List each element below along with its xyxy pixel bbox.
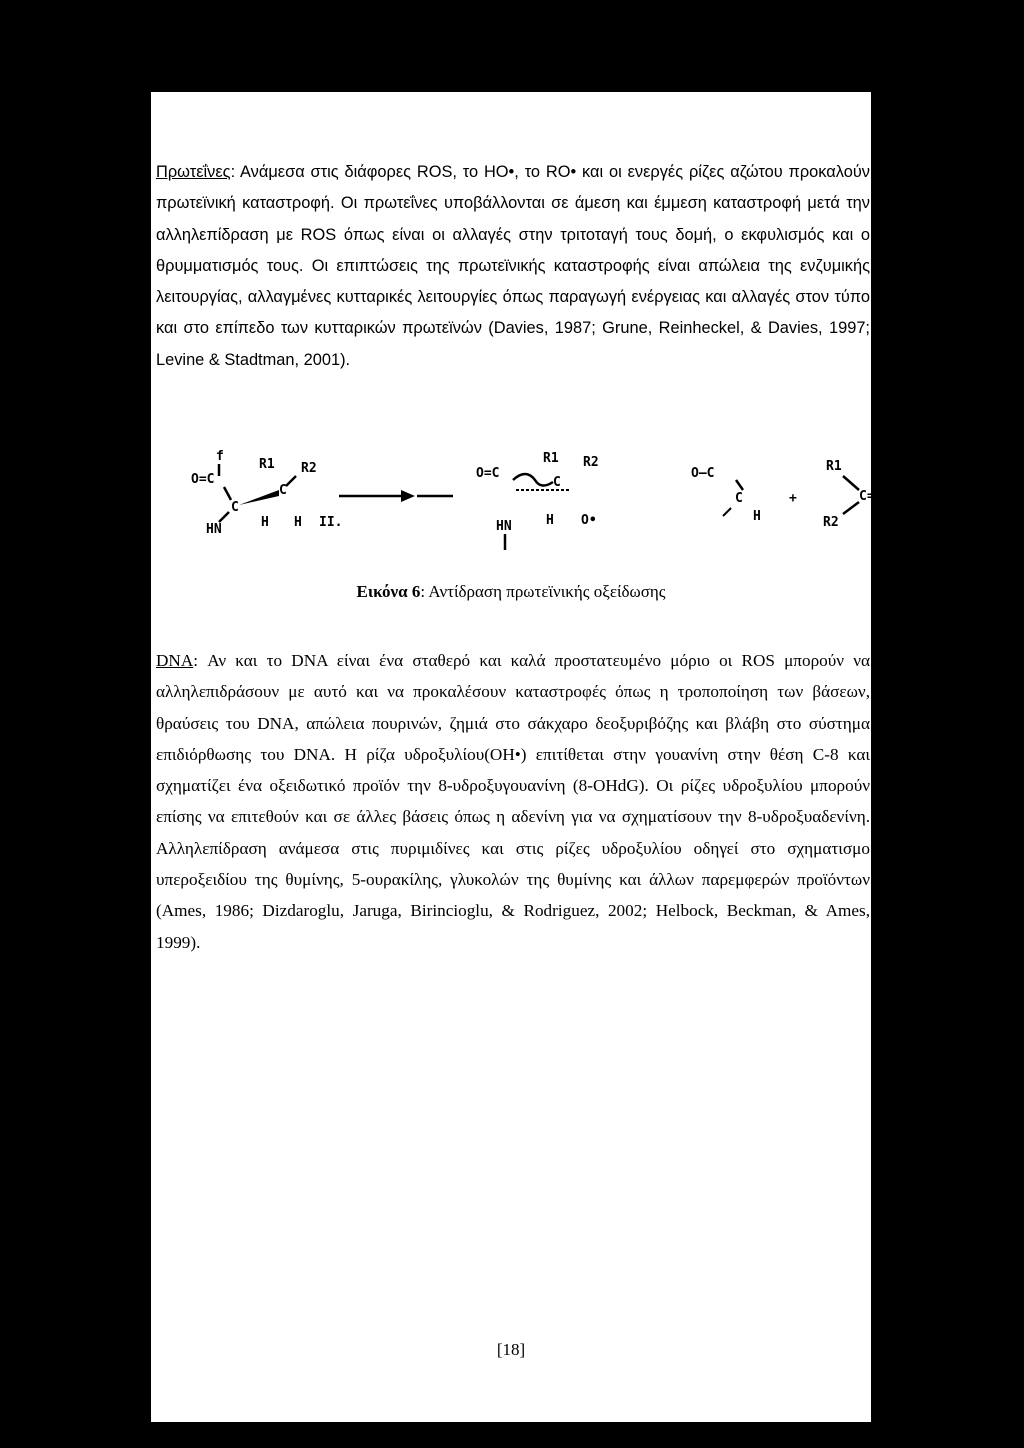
figure-caption-text: : Αντίδραση πρωτεϊνικής οξείδωσης — [420, 582, 666, 601]
document-page — [151, 92, 883, 1422]
figure-caption — [151, 580, 871, 604]
intermediate-hn-label: HN — [496, 519, 512, 534]
reactant-r2-label: R2 — [301, 461, 317, 476]
dna-paragraph-text: : Αν και το DNA είναι ένα σταθερό και καλά προστατευμένο μόριο οι ROS μπορούν να αλληλεπιδράσουν με αυτό και να προκαλέσουν καταστροφές όπως η τροποποίηση των βάσεων, θραύσεις του DNA, απώλεια πουρινών, ζημιά στο σάκχαρο δεοξυριβόζης και βλάβη στο σύστημα επιδιόρθωσης του DNA. Η ρίζα υδροξυλίου(OH•) επιτίθεται στην γουανίνη στην θέση C-8 και σχηματίζει ένα οξειδωτικό προϊόν την 8-υδροξυγουανίνη (8-OHdG). Οι ρίζες υδροξυλίου μπορούν επίσης να επιτεθούν και σε άλλες βάσεις όπως η αδενίνη για να σχηματίσουν την 8-υδροξυαδενίνη. Αλληλεπίδραση ανάμεσα στις πυριμιδίνες και στις ρίζες υδροξυλίου οδηγεί στο σχηματισμο υπεροξειδίου της θυμίνης, 5-ουρακίλης, γλυκολών της θυμίνης και άλλων παρεμφερών προϊόντων (Ames, 1986; Dizdaroglu, Jaruga, Birincioglu, & Rodriguez, 2002; Helbock, Beckman, & Ames, 1999). — [156, 651, 870, 952]
intermediate-h-label: H — [546, 513, 554, 528]
reaction-arrowhead — [401, 490, 415, 502]
intermediate-r1-label: R1 — [543, 451, 559, 466]
intermediate-c-label: C — [553, 475, 561, 490]
reactant-c-label: C — [279, 483, 287, 498]
reactant-f-label: f — [216, 449, 224, 464]
proteins-heading: Πρωτεΐνες — [156, 163, 231, 181]
reactant-h2-label: H — [294, 515, 302, 530]
reactant-bond — [224, 487, 231, 500]
product-carbonyl-label: C=O — [859, 489, 883, 504]
intermediate-carbonyl-label: O=C — [476, 466, 500, 481]
reactant-ii-label: II. — [319, 515, 343, 530]
plus-sign: + — [789, 491, 797, 506]
product-bond — [723, 508, 731, 516]
product-h-label: H — [753, 509, 761, 524]
product-oc-label: O—C — [691, 466, 715, 481]
reactant-wedge-bond — [239, 490, 279, 505]
proteins-paragraph-text: : Ανάμεσα στις διάφορες ROS, το HO•, το RO• και οι ενεργές ρίζες αζώτου προκαλούν πρωτεϊνική καταστροφή. Οι πρωτεΐνες υποβάλλονται σε άμεση και έμμεση καταστροφή μετά την αλληλεπίδραση με ROS όπως είναι οι αλλαγές στην τριτοταγή τους δομή, ο εκφυλισμός και ο θρυμματισμός τους. Οι επιπτώσεις της πρωτεϊνικής καταστροφής είναι απώλεια της ενζυμικής λειτουργίας, αλλαγμένες κυτταρικές λειτουργίες όπως παραγωγή ενέργειας και αλλαγές στον τύπο και στο επίπεδο των κυτταρικών πρωτεϊνών (Davies, 1987; Grune, Reinheckel, & Davies, 1997; Levine & Stadtman, 2001). — [156, 163, 870, 369]
dna-paragraph — [156, 645, 870, 958]
figure-label: Εικόνα 6 — [356, 582, 421, 601]
product-r1-label: R1 — [826, 459, 842, 474]
product-c-label: C — [735, 491, 743, 506]
product-r2-label: R2 — [823, 515, 839, 530]
dna-heading: DNA — [156, 651, 194, 670]
reactant-alpha-c-label: C — [231, 500, 239, 515]
product-bond — [843, 502, 859, 514]
product-bond — [736, 480, 743, 490]
intermediate-bond — [513, 474, 553, 486]
reactant-h-label: H — [261, 515, 269, 530]
reactant-carbonyl-label: O=C — [191, 472, 215, 487]
reactant-bond — [219, 512, 229, 522]
intermediate-o-radical-label: O• — [581, 513, 597, 528]
product-bond — [843, 476, 859, 490]
reactant-r1-label: R1 — [259, 457, 275, 472]
reactant-hn-label: HN — [206, 522, 222, 537]
page-number: [18] — [496, 1340, 526, 1359]
intermediate-r2-label: R2 — [583, 455, 599, 470]
protein-oxidation-figure — [191, 449, 883, 570]
reaction-diagram — [191, 449, 883, 570]
reactant-bond — [286, 476, 296, 486]
proteins-paragraph — [156, 157, 870, 376]
